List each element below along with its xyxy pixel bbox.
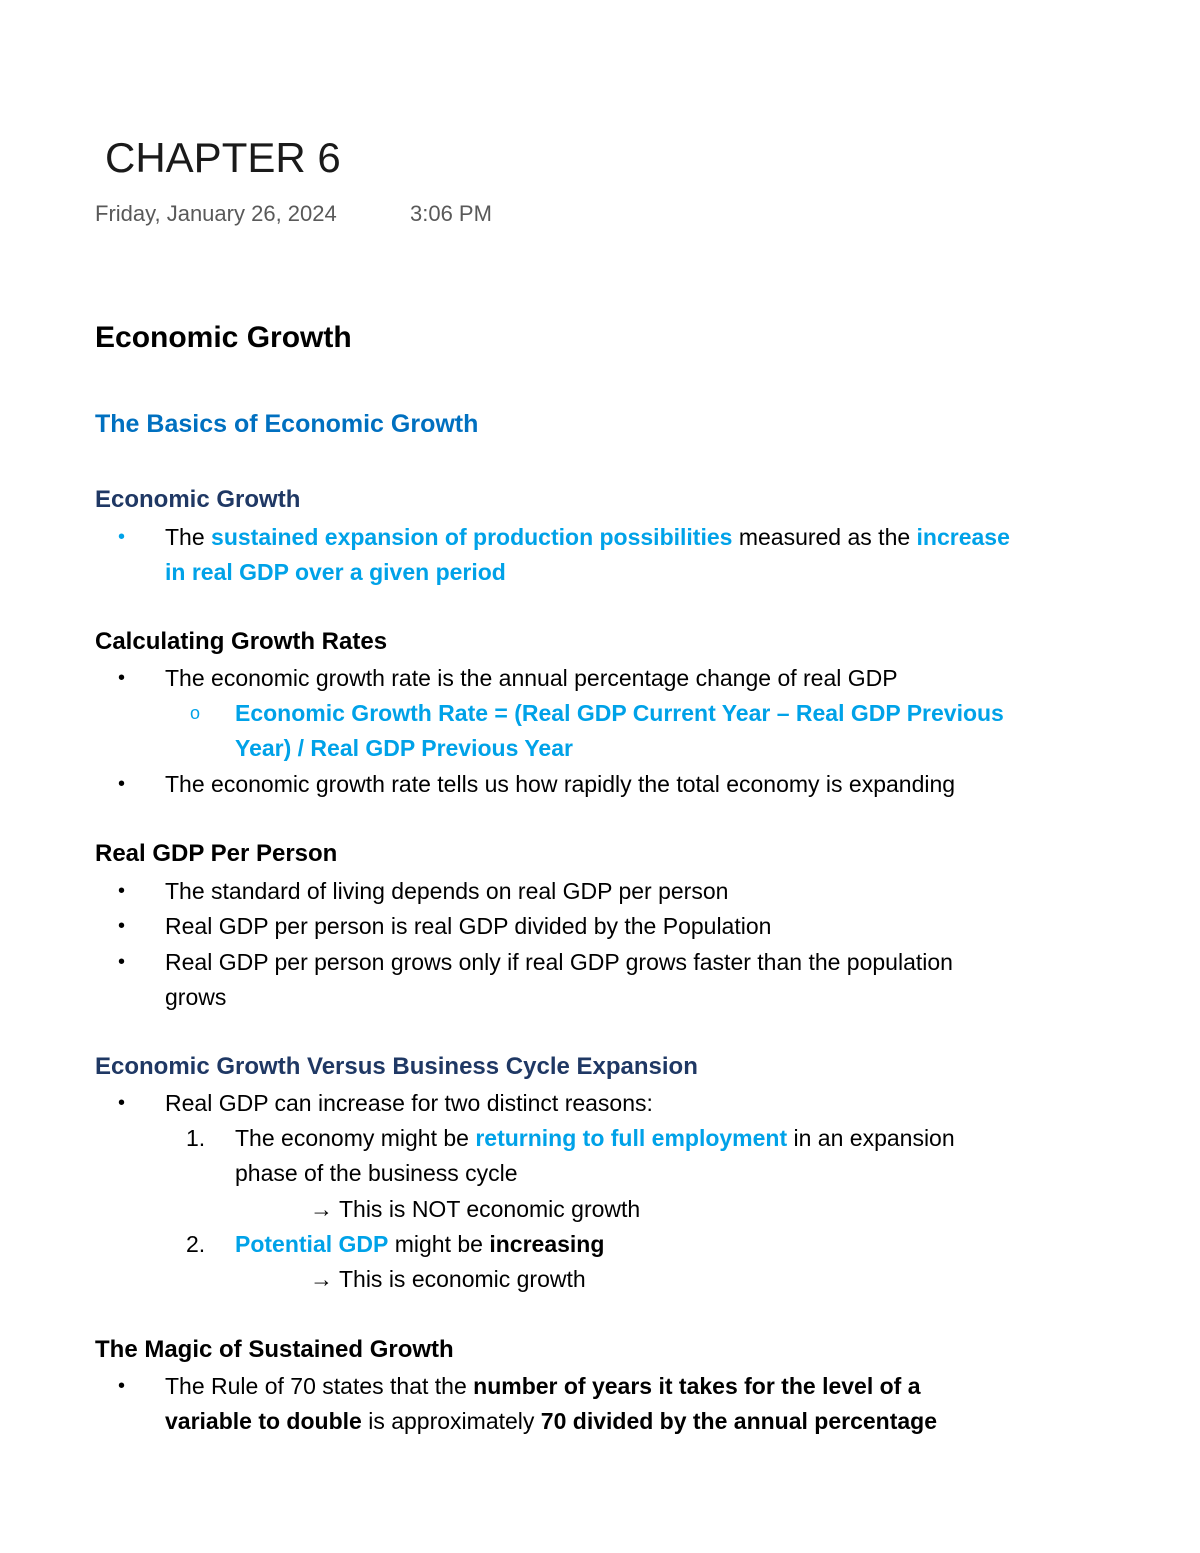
bullet-rule-of-70-cont <box>165 1406 937 1436</box>
bullet-icon: • <box>118 915 126 937</box>
section-heading-magic: The Magic of Sustained Growth <box>95 1336 454 1363</box>
bullet-growth-definition <box>165 522 1010 552</box>
note-time: 3:06 PM <box>410 201 492 226</box>
text: The economy might be <box>235 1125 476 1151</box>
highlight-text: Potential GDP <box>235 1231 389 1257</box>
text: in an expansion <box>787 1125 955 1151</box>
highlight-text: increase <box>916 524 1010 550</box>
text: might be <box>388 1231 490 1257</box>
page-title: CHAPTER 6 <box>105 134 341 181</box>
section-heading-growth: Economic Growth <box>95 486 301 513</box>
reason-full-employment-cont: phase of the business cycle <box>235 1160 518 1186</box>
bullet-icon: • <box>118 526 126 548</box>
highlight-text: returning to full employment <box>475 1125 788 1151</box>
reason-potential-gdp <box>235 1229 604 1259</box>
bullet-icon: • <box>118 1375 126 1397</box>
note-date: Friday, January 26, 2024 <box>95 201 337 226</box>
reason-full-employment <box>235 1123 955 1153</box>
bullet-icon: • <box>118 880 126 902</box>
bold-text: 70 divided by the annual percentage <box>540 1408 938 1434</box>
bullet-icon: • <box>118 773 126 795</box>
bullet-icon: • <box>118 1092 126 1114</box>
bullet-growth-rate-definition: The economic growth rate is the annual percentage change of real GDP <box>165 665 898 691</box>
section-heading-versus: Economic Growth Versus Business Cycle Expansion <box>95 1053 698 1080</box>
text: The Rule of 70 states that the <box>165 1373 474 1399</box>
bullet-per-person-growth: Real GDP per person grows only if real GDP grows faster than the population <box>165 949 953 975</box>
section-heading-calculating: Calculating Growth Rates <box>95 628 388 655</box>
highlight-text: sustained expansion of production possibilities <box>211 524 733 550</box>
section-heading-per-person: Real GDP Per Person <box>95 840 338 867</box>
bullet-growth-rate-meaning: The economic growth rate tells us how rapidly the total economy is expanding <box>165 771 956 797</box>
list-number: 1. <box>186 1125 206 1151</box>
bullet-icon: • <box>118 667 126 689</box>
bold-text: number of years it takes for the level of a <box>473 1373 921 1399</box>
bullet-rule-of-70 <box>165 1371 921 1401</box>
heading-economic-growth: Economic Growth <box>95 321 352 354</box>
text: measured as the <box>732 524 917 550</box>
bold-text: increasing <box>489 1231 605 1257</box>
formula-line-1: Economic Growth Rate = (Real GDP Current Year – Real GDP Previous <box>235 700 1004 726</box>
list-number: 2. <box>186 1231 206 1257</box>
heading-basics: The Basics of Economic Growth <box>95 410 479 438</box>
bullet-two-reasons: Real GDP can increase for two distinct reasons: <box>165 1090 653 1116</box>
text: is approximately <box>361 1408 541 1434</box>
sub-bullet-icon: o <box>190 703 201 723</box>
text: The <box>165 524 212 550</box>
bullet-icon: • <box>118 951 126 973</box>
formula-line-2: Year) / Real GDP Previous Year <box>235 735 573 761</box>
bullet-per-person-definition: Real GDP per person is real GDP divided by the Population <box>165 913 772 939</box>
note-is-growth: → This is economic growth <box>310 1266 586 1292</box>
highlight-text: in real GDP over a given period <box>165 559 506 585</box>
bullet-per-person-growth-cont: grows <box>165 984 227 1010</box>
note-not-growth: → This is NOT economic growth <box>310 1196 641 1222</box>
bullet-standard-of-living: The standard of living depends on real GDP per person <box>165 878 729 904</box>
bold-text: variable to double <box>165 1408 362 1434</box>
